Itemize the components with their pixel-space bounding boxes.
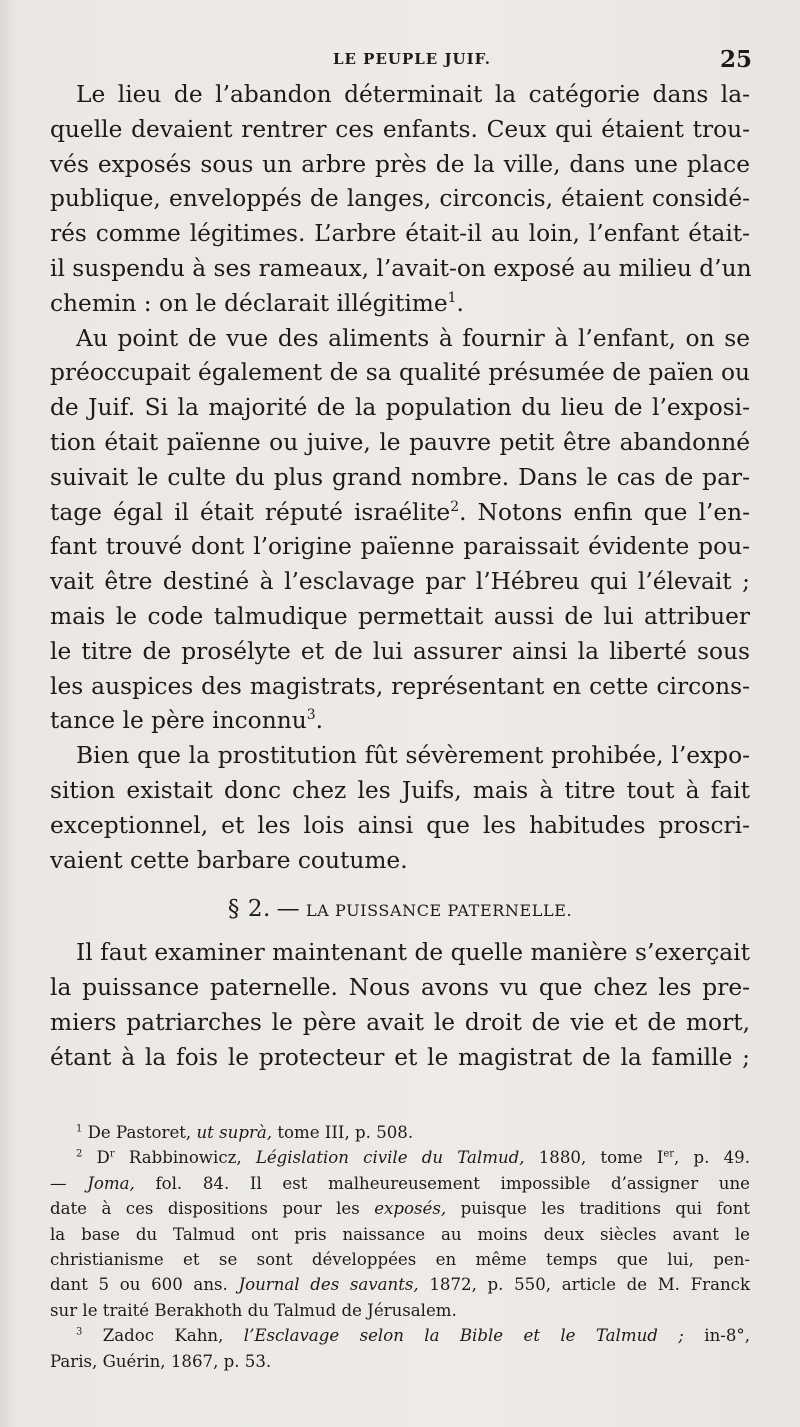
text-line: fant trouvé dont l’origine païenne paraissait évidente pou- [50, 533, 750, 561]
text-line: de Juif. Si la majorité de la population du lieu de l’exposi- [50, 394, 750, 422]
footnote-italic: l’Esclavage selon la Bible et le Talmud ; [243, 1326, 684, 1346]
footnote-ref: 2 [450, 498, 460, 515]
footnote-text: D [96, 1148, 110, 1168]
punctuation: . [456, 289, 464, 317]
text-line [50, 704, 750, 739]
footnote-text: — [50, 1173, 88, 1193]
text-line: Au point de vue des aliments à fournir à l’enfant, on se [76, 324, 750, 352]
section-dash: — [276, 896, 301, 923]
text-line: vaient cette barbare coutume. [50, 846, 408, 874]
footnotes [50, 1120, 750, 1374]
line-text: tage égal il était réputé israélite [50, 498, 451, 526]
footnote-sup: r [109, 1148, 115, 1160]
text-line: le titre de prosélyte et de lui assurer ainsi la liberté sous [50, 637, 750, 665]
footnote-text: fol. 84. Il est malheureusement impossible d’assigner une [134, 1173, 751, 1193]
text-line: vés exposés sous un arbre près de la ville, dans une place [50, 150, 750, 178]
footnote-text: date à ces dispositions pour les [50, 1199, 375, 1219]
text-line: sition existait donc chez les Juifs, mais à titre tout à fait [50, 776, 750, 804]
footnote-text: dant 5 ou 600 ans. [50, 1275, 239, 1295]
footnote-text: Zadoc Kahn, [102, 1326, 244, 1346]
footnote-text: 1872, p. 550, article de M. Franck [418, 1275, 750, 1295]
running-head: LE PEUPLE JUIF. [332, 50, 492, 68]
footnote-2-line: la base du Talmud ont pris naissance au moins deux siècles avant le [50, 1224, 750, 1244]
line-text: . Notons enfin que l’en- [459, 498, 750, 526]
page-number: 25 [719, 46, 752, 73]
footnote-2-line [50, 1145, 750, 1170]
text-line: publique, enveloppés de langes, circoncis, étaient considé- [50, 185, 750, 213]
footnote-italic: Joma, [87, 1173, 135, 1193]
footnote-text: , p. 49. [674, 1148, 750, 1168]
text-line: Bien que la prostitution fût sévèrement prohibée, l’expo- [76, 742, 750, 770]
punctuation: . [315, 707, 324, 735]
text-line: tion était païenne ou juive, le pauvre petit être abandonné [50, 428, 750, 456]
text-line: vait être destiné à l’esclavage par l’Hébreu qui l’élevait ; [50, 568, 750, 596]
footnote-2-line: christianisme et se sont développées en même temps que lui, pen- [50, 1249, 750, 1269]
text-line: Il faut examiner maintenant de quelle manière s’exerçait [76, 939, 750, 967]
footnote-text: 1880, tome I [524, 1148, 664, 1168]
footnote-sup: er [663, 1148, 675, 1160]
text-line: rés comme légitimes. L’arbre était-il au loin, l’enfant était- [50, 220, 750, 248]
footnote-ref: 1 [447, 290, 457, 307]
text-line: étant à la fois le protecteur et le magistrat de la famille ; [50, 1043, 750, 1071]
text-line: la puissance paternelle. Nous avons vu que chez les pre- [50, 974, 750, 1002]
footnote-2-line [50, 1272, 750, 1297]
text-line: exceptionnel, et les lois ainsi que les habitudes proscri- [50, 811, 750, 839]
footnote-3-line [50, 1323, 750, 1348]
footnote-text: puisque les traditions qui font [446, 1199, 750, 1219]
footnote-text: tome III, p. 508. [272, 1123, 414, 1142]
footnote-text: De Pastoret, [87, 1123, 197, 1142]
line-text: tance le père inconnu [50, 707, 307, 735]
page-header [72, 46, 752, 74]
text-line: quelle devaient rentrer ces enfants. Ceux qui étaient trou- [50, 115, 750, 143]
text-line: il suspendu à ses rameaux, l’avait-on exposé au milieu d’un [50, 254, 752, 282]
text-line [50, 496, 750, 531]
footnote-2-line [50, 1196, 750, 1221]
footnote-text: Rabbinowicz, [114, 1148, 256, 1168]
section-title: LA PUISSANCE PATERNELLE. [305, 901, 573, 921]
footnote-3-line: Paris, Guérin, 1867, p. 53. [50, 1351, 272, 1371]
footnote-2-line: sur le traité Berakhoth du Talmud de Jérusalem. [50, 1300, 457, 1320]
footnote-mark: 2 [76, 1148, 83, 1160]
footnote-mark: 3 [76, 1326, 83, 1338]
section-symbol: § 2. [227, 896, 271, 923]
footnote-mark: 1 [76, 1123, 83, 1135]
footnote-ref: 3 [306, 707, 316, 724]
footnote-italic: exposés, [374, 1199, 447, 1219]
text-line: Le lieu de l’abandon déterminait la catégorie dans la- [76, 81, 750, 108]
text-line: suivait le culte du plus grand nombre. Dans le cas de par- [50, 463, 750, 491]
footnote-1 [50, 1120, 750, 1145]
line-text: chemin : on le déclarait illégitime [50, 289, 448, 317]
text-line: les auspices des magistrats, représentant en cette circons- [50, 672, 750, 700]
footnote-text: in-8°, [683, 1326, 750, 1346]
footnote-italic: ut suprà, [196, 1123, 273, 1142]
footnote-italic: Journal des savants, [238, 1275, 419, 1295]
text-line [50, 287, 750, 322]
footnote-2-line [50, 1171, 750, 1196]
main-text [50, 78, 750, 1076]
footnote-italic: Législation civile du Talmud, [255, 1148, 525, 1168]
text-line: préoccupait également de sa qualité présumée de païen ou [50, 359, 750, 387]
text-line: mais le code talmudique permettait aussi de lui attribuer [50, 602, 750, 630]
section-heading [50, 878, 750, 936]
text-line: miers patriarches le père avait le droit de vie et de mort, [50, 1008, 750, 1036]
